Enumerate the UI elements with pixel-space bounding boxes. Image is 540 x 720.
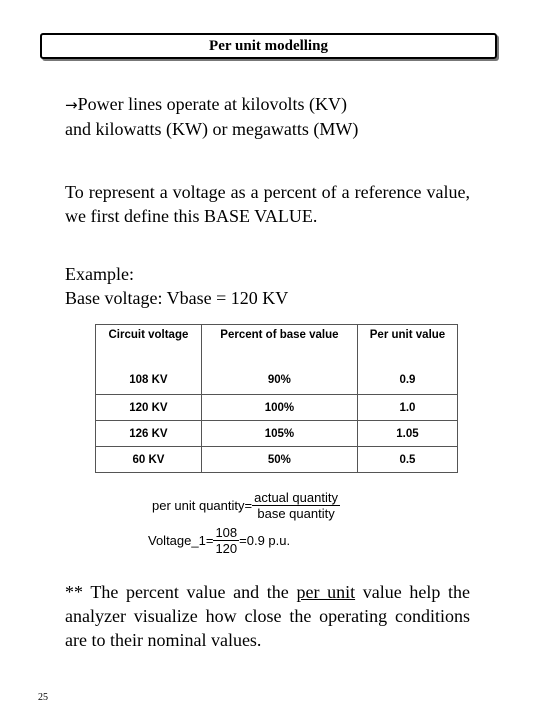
intro-line-2: and kilowatts (KW) or megawatts (MW): [65, 119, 359, 139]
formula-fraction: [252, 490, 340, 521]
example-base-voltage: Base voltage: Vbase = 120 KV: [65, 288, 289, 308]
note-text-end: value help the analyzer visualize how close the operating conditions are to their nominal values.: [65, 582, 470, 650]
intro-paragraph: [65, 92, 485, 141]
table-cell: 105%: [201, 421, 357, 447]
formula-numerator: actual quantity: [254, 490, 338, 505]
table-row: [96, 421, 458, 447]
definition-paragraph: To represent a voltage as a percent of a reference value, we first define this BASE VALUE.: [65, 182, 470, 226]
note-underlined-term: per unit: [296, 582, 356, 602]
header-circuit-voltage: Circuit voltage: [96, 325, 202, 367]
table-cell: 108 KV: [96, 366, 202, 395]
table-header-row: [96, 325, 458, 367]
voltage-denominator: 120: [215, 541, 238, 556]
formula-lhs: per unit quantity=: [152, 498, 253, 513]
note-text-start: ** The percent value and the: [65, 582, 297, 602]
table-row: [96, 447, 458, 473]
voltage-formula-lhs: Voltage_1=: [148, 533, 214, 548]
table-cell: 0.5: [357, 447, 457, 473]
table-cell: 60 KV: [96, 447, 202, 473]
closing-note: [65, 580, 470, 652]
voltage-formula-result: =0.9 p.u.: [239, 533, 291, 548]
example-block: [65, 262, 470, 310]
formula-denominator: base quantity: [257, 506, 335, 521]
header-percent-of-base: Percent of base value: [201, 325, 357, 367]
per-unit-table: [95, 324, 458, 473]
page-number: 25: [38, 692, 48, 703]
table-cell: 0.9: [357, 366, 457, 395]
table-cell: 1.05: [357, 421, 457, 447]
table-cell: 120 KV: [96, 395, 202, 421]
voltage-numerator: 108: [215, 525, 238, 540]
slide-title: Per unit modelling: [40, 33, 497, 59]
per-unit-formula: [152, 490, 340, 521]
example-heading: Example:: [65, 264, 134, 284]
intro-line-1: Power lines operate at kilovolts (KV): [77, 94, 348, 114]
table-cell: 50%: [201, 447, 357, 473]
voltage-fraction: [213, 525, 239, 556]
table-cell: 90%: [201, 366, 357, 395]
table-cell: 126 KV: [96, 421, 202, 447]
header-per-unit-value: Per unit value: [357, 325, 457, 367]
table-row: [96, 395, 458, 421]
table-cell: 1.0: [357, 395, 457, 421]
voltage-example-formula: [148, 525, 290, 556]
table-cell: 100%: [201, 395, 357, 421]
arrow-right-icon: →: [65, 96, 78, 114]
table-row: [96, 366, 458, 395]
